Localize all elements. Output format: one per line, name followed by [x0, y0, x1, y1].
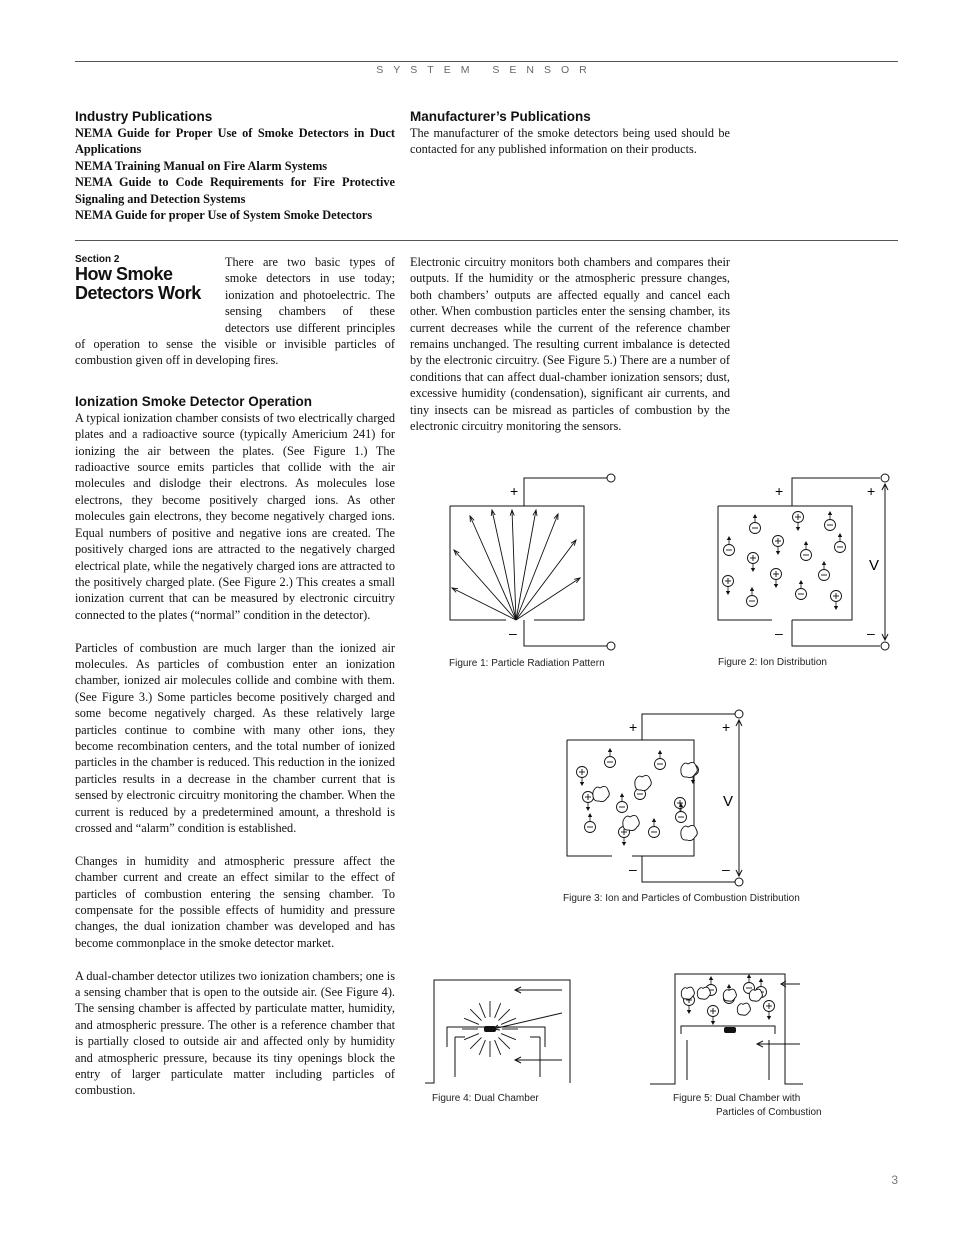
- negative-ion: [819, 561, 830, 581]
- negative-ion: [825, 511, 836, 531]
- positive-ion: [723, 576, 734, 596]
- negative-ion: [585, 813, 596, 833]
- figure-2-caption: Figure 2: Ion Distribution: [718, 657, 827, 668]
- radiation-line: [498, 1037, 509, 1048]
- voltage-label: V: [869, 557, 880, 574]
- positive-ion: [771, 569, 782, 589]
- plus-sign: +: [629, 719, 638, 735]
- plus-sign: +: [510, 483, 519, 499]
- radiation-ray: [470, 516, 516, 620]
- ionization-paragraph: A typical ionization chamber consists of two electrically charged plates and a radioactive source (typically Americium 241) for ionizing the air between the plates. (See Figure 1.) The radioactive source emits particles that collide with the air molecules and dislodge their electrons. As molecules lose electrons, they become positively charged ions. As other molecules gain electrons, they become negatively charged ions. Equal numbers of positive and negative ions are created. The positively charged ions are attracted to the negatively charged electrical plate, while the negatively charged ions are attracted to the positively charged plate. (See Figure 2.) This creates a small ionization current that can be measured by electronic circuitry connected to the plates (“normal” condition in the detector).: [75, 410, 395, 622]
- negative-ion: [801, 541, 812, 561]
- figure-1-caption: Figure 1: Particle Radiation Pattern: [449, 658, 605, 669]
- negative-ion: [835, 533, 846, 553]
- minus-sign: –: [722, 861, 730, 877]
- radiation-line: [495, 1003, 501, 1018]
- radiation-line: [464, 1034, 479, 1040]
- figure-3-caption: Figure 3: Ion and Particles of Combustion Distribution: [563, 893, 800, 904]
- radiation-ray: [516, 578, 580, 620]
- section-rule: [75, 240, 898, 241]
- radioactive-source: [484, 1026, 496, 1032]
- radiation-line: [501, 1018, 516, 1024]
- radiation-line: [470, 1037, 481, 1048]
- industry-item: NEMA Guide for Proper Use of Smoke Detectors in Duct Applications: [75, 126, 395, 157]
- radiation-ray: [454, 550, 516, 620]
- manufacturer-publications: [410, 108, 730, 158]
- header-rule: [75, 61, 898, 62]
- minus-sign: –: [509, 625, 517, 641]
- ionization-paragraph: Changes in humidity and atmospheric pressure affect the chamber current and create an effect similar to the effect of particles of combustion entering the sensing chamber. To compensate for the possible effects of humidity and pressure changes, the dual ionization chamber was developed and has become commonplace in the smoke detector market.: [75, 853, 395, 950]
- positive-ion: [773, 536, 784, 556]
- combustion-particle: [749, 989, 762, 1001]
- negative-ion: [605, 748, 616, 768]
- negative-ion: [747, 587, 758, 607]
- radiation-line: [495, 1040, 501, 1055]
- industry-heading: Industry Publications: [75, 109, 213, 124]
- combustion-particle: [635, 775, 651, 790]
- radiation-line: [498, 1009, 509, 1020]
- radiation-line: [470, 1009, 481, 1020]
- minus-sign: –: [629, 861, 637, 877]
- radiation-line: [479, 1003, 485, 1018]
- electronic-circuitry-paragraph: Electronic circuitry monitors both chambers and compares their outputs. If the humidity or the atmospheric pressure changes, both chambers’ outputs are affected equally and cancel each other. When combustion particles enter the sensing chamber, its current decreases while the current of the reference chamber remains unchanged. The resulting current imbalance is detected by the electronic circuitry. (See Figure 5.) There are a number of conditions that can affect dual-chamber ionization sensors; dust, excessive humidity (condensation), significant air currents, and tiny insects can be misread as particles of combustion by the electronic circuitry monitoring the sensors.: [410, 255, 730, 434]
- industry-item: NEMA Training Manual on Fire Alarm Systems: [75, 158, 328, 173]
- radiation-ray: [452, 588, 516, 620]
- negative-ion: [655, 750, 666, 770]
- positive-ion: [793, 512, 804, 532]
- negative-ion: [724, 536, 735, 556]
- combustion-particle: [697, 987, 710, 999]
- positive-ion: [577, 767, 588, 787]
- brand-header: SYSTEM SENSOR: [376, 64, 597, 76]
- figure-3-ion-particle-distribution: [560, 706, 750, 891]
- industry-item: NEMA Guide for proper Use of System Smoke Detectors: [75, 208, 373, 223]
- figure-5-caption-line2: Particles of Combustion: [716, 1107, 822, 1118]
- plus-sign: +: [775, 483, 784, 499]
- manufacturer-heading: Manufacturer’s Publications: [410, 109, 591, 124]
- figure-5-dual-chamber-particles: [645, 968, 805, 1088]
- industry-publications: [75, 108, 395, 223]
- voltage-label: V: [723, 793, 734, 810]
- radioactive-source: [724, 1027, 736, 1033]
- figure-2-ion-distribution: [710, 470, 900, 655]
- negative-ion: [617, 793, 628, 813]
- manufacturer-text: The manufacturer of the smoke detectors being used should be contacted for any published information on their products.: [410, 126, 730, 157]
- radiation-ray: [516, 514, 558, 620]
- radiation-ray: [516, 510, 536, 620]
- positive-ion: [764, 1001, 775, 1021]
- figure-5-caption-line1: Figure 5: Dual Chamber with: [673, 1093, 801, 1104]
- left-column: [75, 254, 395, 1099]
- negative-ion: [750, 514, 761, 534]
- positive-ion: [831, 591, 842, 611]
- positive-ion: [748, 553, 759, 573]
- plus-sign: +: [722, 719, 731, 735]
- figure-1-particle-radiation: [440, 470, 630, 655]
- right-column: [410, 254, 730, 434]
- negative-ion: [649, 818, 660, 838]
- radiation-line: [501, 1034, 516, 1040]
- combustion-particle: [593, 786, 609, 801]
- figure-4-dual-chamber: [425, 975, 575, 1090]
- section-label: Section 2: [75, 254, 120, 265]
- radiation-line: [464, 1018, 479, 1024]
- radiation-ray: [516, 540, 576, 620]
- radiation-line: [479, 1040, 485, 1055]
- combustion-particle: [681, 825, 697, 840]
- combustion-particle: [737, 1003, 750, 1015]
- page-number: 3: [891, 1173, 898, 1187]
- ionization-paragraph: Particles of combustion are much larger than the ionized air molecules. As particles of combustion enter an ionization chamber, ionized air molecules collide and combine with them. (See Figure 3.) Some particles become positively charged and some become negatively charged. As these relatively large particles continue to combine with many other ions, they become recombination centers, and the total number of ionized particles in the chamber is reduced. This reduction in the ionized particles results in a decrease in the chamber current that is sensed by electronic circuitry monitoring the chamber. When the current is reduced by a predetermined amount, a threshold is crossed and “alarm” condition is established.: [75, 640, 395, 835]
- figure-4-caption: Figure 4: Dual Chamber: [432, 1093, 539, 1104]
- combustion-particle: [623, 815, 639, 830]
- section-intro: There are two basic types of smoke detectors in use today; ionization and photoelectric. The sensing chambers of these detectors use different principles of operation to sense the visible or invisible particles of combustion given off in developing fires.: [75, 255, 395, 368]
- plus-sign: +: [867, 483, 876, 499]
- ionization-heading: Ionization Smoke Detector Operation: [75, 393, 313, 409]
- ionization-paragraph: A dual-chamber detector utilizes two ionization chambers; one is a sensing chamber that is open to the outside air. (See Figure 4). The sensing chamber is affected by particulate matter, humidity, and atmospheric pressure. The other is a reference chamber that is partially closed to outside air and affected only by humidity and atmospheric pressure, because its tiny openings block the entry of larger particulate matter including particles of combustion.: [75, 968, 395, 1098]
- positive-ion: [583, 792, 594, 812]
- minus-sign: –: [867, 625, 875, 641]
- section-title-block: [75, 254, 225, 320]
- positive-ion: [708, 1006, 719, 1026]
- industry-item: NEMA Guide to Code Requirements for Fire Protective Signaling and Detection Systems: [75, 175, 395, 206]
- section-title: How Smoke Detectors Work: [75, 264, 201, 303]
- minus-sign: –: [775, 625, 783, 641]
- negative-ion: [796, 580, 807, 600]
